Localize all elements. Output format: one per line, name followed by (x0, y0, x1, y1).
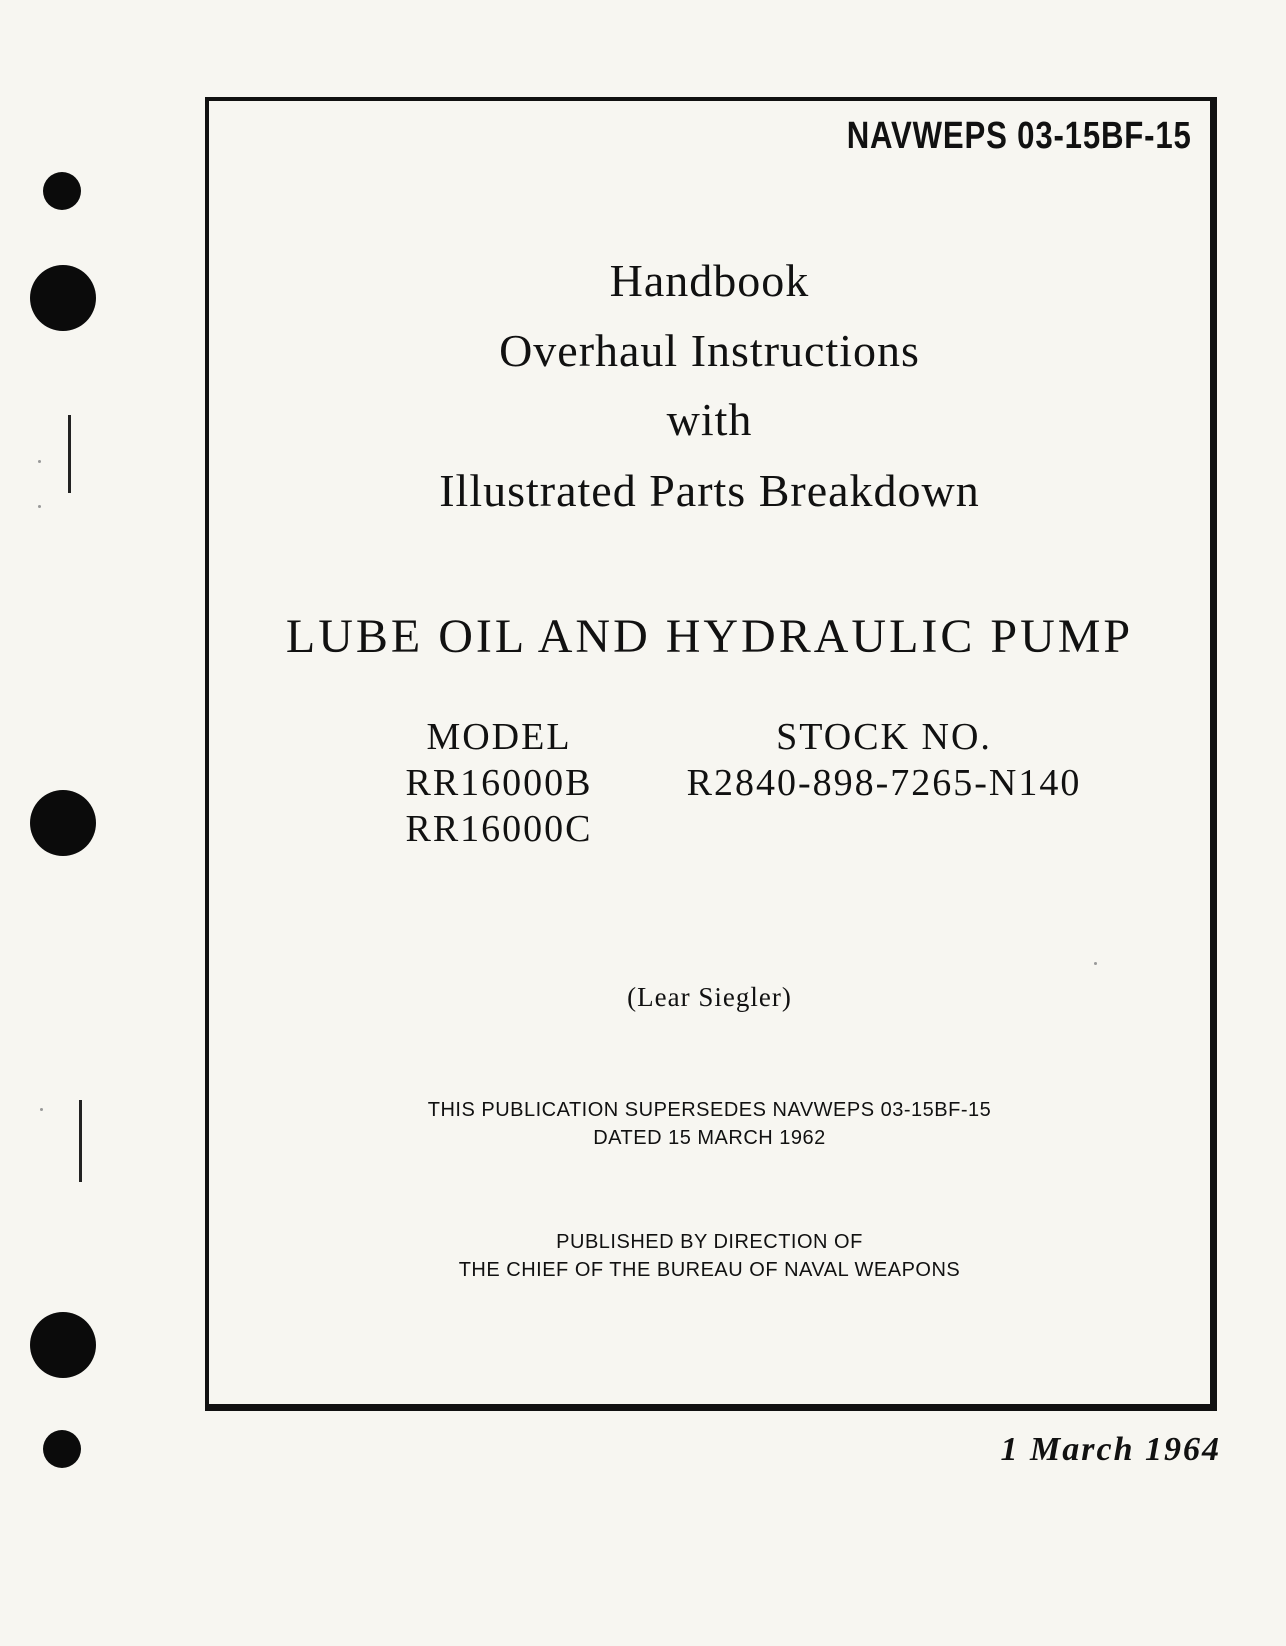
scan-speck (38, 460, 41, 463)
scan-speck (38, 505, 41, 508)
model-value: RR16000B (405, 762, 593, 804)
publication-date: 1 March 1964 (1000, 1431, 1221, 1468)
binder-hole (43, 1430, 81, 1468)
title-with: with (666, 394, 753, 445)
published-line: PUBLISHED BY DIRECTION OF (556, 1231, 863, 1253)
manufacturer: (Lear Siegler) (627, 982, 792, 1012)
title-overhaul-instructions: Overhaul Instructions (499, 325, 920, 376)
scan-speck (40, 1108, 43, 1111)
scan-mark (79, 1100, 82, 1182)
stock-block (679, 714, 1089, 806)
model-block (389, 714, 609, 852)
model-value: RR16000C (405, 808, 593, 850)
supersedes-line: THIS PUBLICATION SUPERSEDES NAVWEPS 03-15BF-15 (427, 1099, 992, 1121)
scan-mark (68, 415, 71, 493)
title-illustrated-parts-breakdown: Illustrated Parts Breakdown (439, 465, 980, 516)
model-label: MODEL (426, 716, 572, 758)
page-border (205, 97, 1217, 1411)
binder-hole (30, 265, 96, 331)
published-authority: THE CHIEF OF THE BUREAU OF NAVAL WEAPONS (458, 1259, 961, 1281)
stock-label: STOCK NO. (776, 716, 992, 758)
binder-hole (30, 1312, 96, 1378)
published-by (209, 1228, 1210, 1284)
supersedes-notice (209, 1096, 1210, 1152)
binder-hole (43, 172, 81, 210)
title-handbook: Handbook (609, 255, 810, 306)
stock-number: R2840-898-7265-N140 (686, 762, 1082, 804)
subject-title: LUBE OIL AND HYDRAULIC PUMP (285, 610, 1134, 663)
binder-hole (30, 790, 96, 856)
supersedes-date: DATED 15 MARCH 1962 (593, 1127, 826, 1149)
publication-number: NAVWEPS 03-15BF-15 (847, 115, 1192, 157)
